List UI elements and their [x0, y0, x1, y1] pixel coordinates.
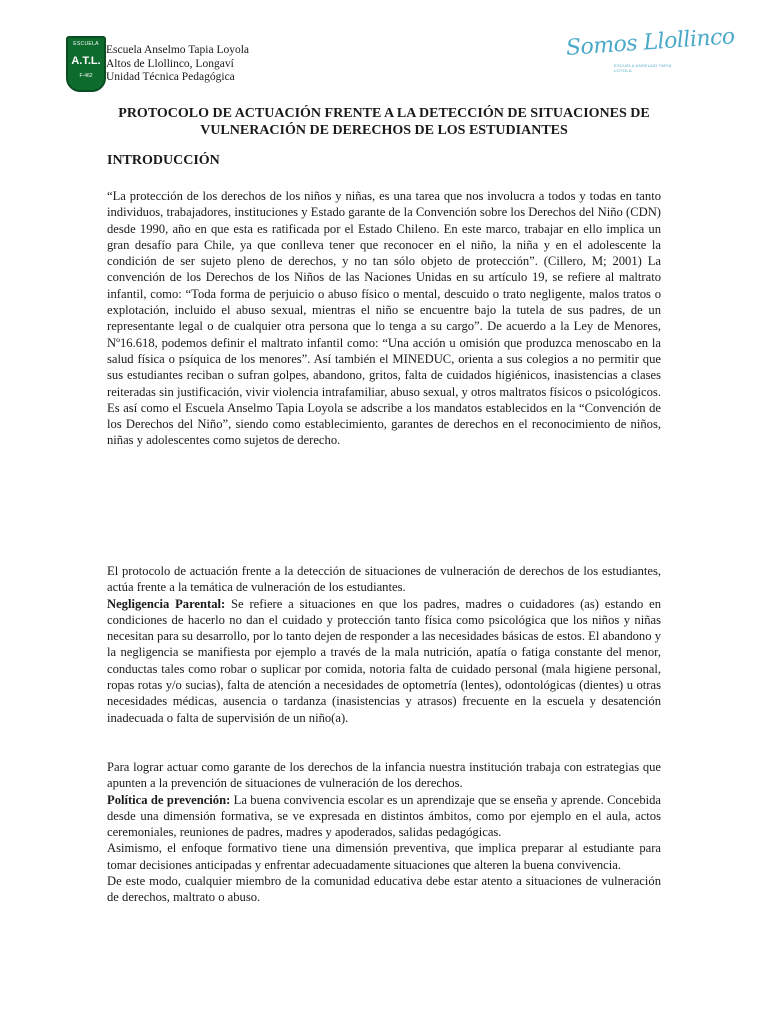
closing-paragraph: De este modo, cualquier miembro de la comunidad educativa debe estar atento a situaciones de vulneración de derechos, maltrato o abuso. — [107, 874, 661, 905]
prevention-section — [107, 759, 661, 906]
school-unit: Unidad Técnica Pedagógica — [106, 71, 235, 83]
crest-bottom-text: F-462 — [79, 73, 93, 79]
school-crest-logo — [66, 36, 106, 92]
intro-paragraph: “La protección de los derechos de los niños y niñas, es una tarea que nos involucra a todos y todas en tanto individuos, trabajadores, instituciones y Estado garante de la Convención sobre los Derechos del Niño (CDN) desde 1990, año en que esta es ratificada por el Estado Chileno. En este marco, trabajar en ello implica un gran desafío para Chile, ya que conlleva tener que reconocer en el niño, la niña y en el adolescente la condición de ser sujeto pleno de derechos, y no tan sólo objeto de protección”. (Cillero, M; 2001) La convención de los Derechos de los Niños de las Naciones Unidas en su artículo 19, se refiere al maltrato infantil, como: “Toda forma de perjuicio o abuso físico o mental, descuido o trato negligente, malos tratos o explotación, incluido el abuso sexual, mientras el niño se encuentre bajo la tutela de sus padres, de un representante legal o de cualquier otra persona que lo tenga a su cargo”. De acuerdo a la Ley de Menores, Nº16.618, podemos definir el maltrato infantil como: “Una acción u omisión que produzca menoscabo en la salud física o psíquica de los menores”. Así también el MINEDUC, orienta a sus colegios a no permitir que sus estudiantes reciban o sufran golpes, abandono, gritos, falta de cuidados higiénicos, inasistencias a clases reiteradas sin justificación, vivir violencia intrafamiliar, abuso sexual, y otros maltratos físicos o psicológicos. Es así como el Escuela Anselmo Tapia Loyola se adscribe a los mandatos establecidos en la “Convención de los Derechos del Niño”, siendo como establecimiento, garantes de derechos en el reconocimiento de niños, niñas y adolescentes como sujetos de derecho. — [107, 189, 661, 448]
school-name: Escuela Anselmo Tapia Loyola — [106, 44, 250, 56]
document-header — [0, 0, 768, 100]
negligence-label: Negligencia Parental: — [107, 596, 226, 611]
title-line-2: VULNERACIÓN DE DERECHOS DE LOS ESTUDIANTES — [200, 123, 568, 138]
brand-logo — [565, 24, 736, 80]
intro-heading: INTRODUCCIÓN — [107, 153, 220, 168]
protocol-paragraph: El protocolo de actuación frente a la detección de situaciones de vulneración de derechos de los estudiantes, actúa frente a la temática de vulneración de los estudiantes. — [107, 564, 661, 595]
formative-paragraph: Asimismo, el enfoque formativo tiene una dimensión preventiva, que implica preparar al estudiante para tomar decisiones anticipadas y enfrentar adecuadamente situaciones que alteren la buena convivencia. — [107, 841, 661, 872]
brand-name: Somos Llollinco — [565, 24, 736, 61]
brand-tagline: ESCUELA ANSELMO TAPIA LOYOLA — [614, 63, 672, 73]
protocol-section — [107, 563, 661, 726]
crest-initials: A.T.L. — [71, 55, 101, 67]
crest-top-text: ESCUELA — [73, 41, 99, 47]
school-location: Altos de Llollinco, Longaví — [106, 57, 234, 70]
negligence-text: Se refiere a situaciones en que los padres, madres o cuidadores (as) estando en condiciones de hacerlo no dan el cuidado y protección tanto física como psicológica que los niños y niñas necesitan para su desarrollo, por lo tanto dejen de responder a las necesidades básicas de estos. El abandono y la negligencia se manifiesta por ejemplo a través de la mala nutrición, apatía o fatiga constante del menor, conductas tales como robar o suplicar por comida, notoria falta de cuidado personal (mala higiene personal, ropas rotas y/o sucias), falta de atención a necesidades de optometría (lentes), odontológicas (dientes) u otras necesidades médicas, ausencia o tardanza (inasistencias y atrasos) frecuente en la escuela y desatención inadecuada o falta de supervisión de un niño(a). — [107, 596, 661, 725]
prevention-text: La buena convivencia escolar es un aprendizaje que se enseña y aprende. Concebida desde una dimensión formativa, se ve expresada en distintos ámbitos, como por ejemplo en el aula, actos ceremoniales, reuniones de padres, madres y apoderados, salidas pedagógicas. — [107, 792, 661, 840]
guarantee-paragraph: Para lograr actuar como garante de los derechos de la infancia nuestra institución trabaja con estrategias que apunten a la prevención de situaciones de vulneración de los derechos. — [107, 760, 661, 791]
prevention-label: Política de prevención: — [107, 792, 231, 807]
negligence-paragraph — [107, 596, 661, 726]
school-info — [106, 44, 249, 85]
prevention-paragraph — [107, 792, 661, 841]
title-line-1: PROTOCOLO DE ACTUACIÓN FRENTE A LA DETECCIÓN DE SITUACIONES DE — [118, 106, 650, 121]
document-title — [108, 105, 660, 139]
